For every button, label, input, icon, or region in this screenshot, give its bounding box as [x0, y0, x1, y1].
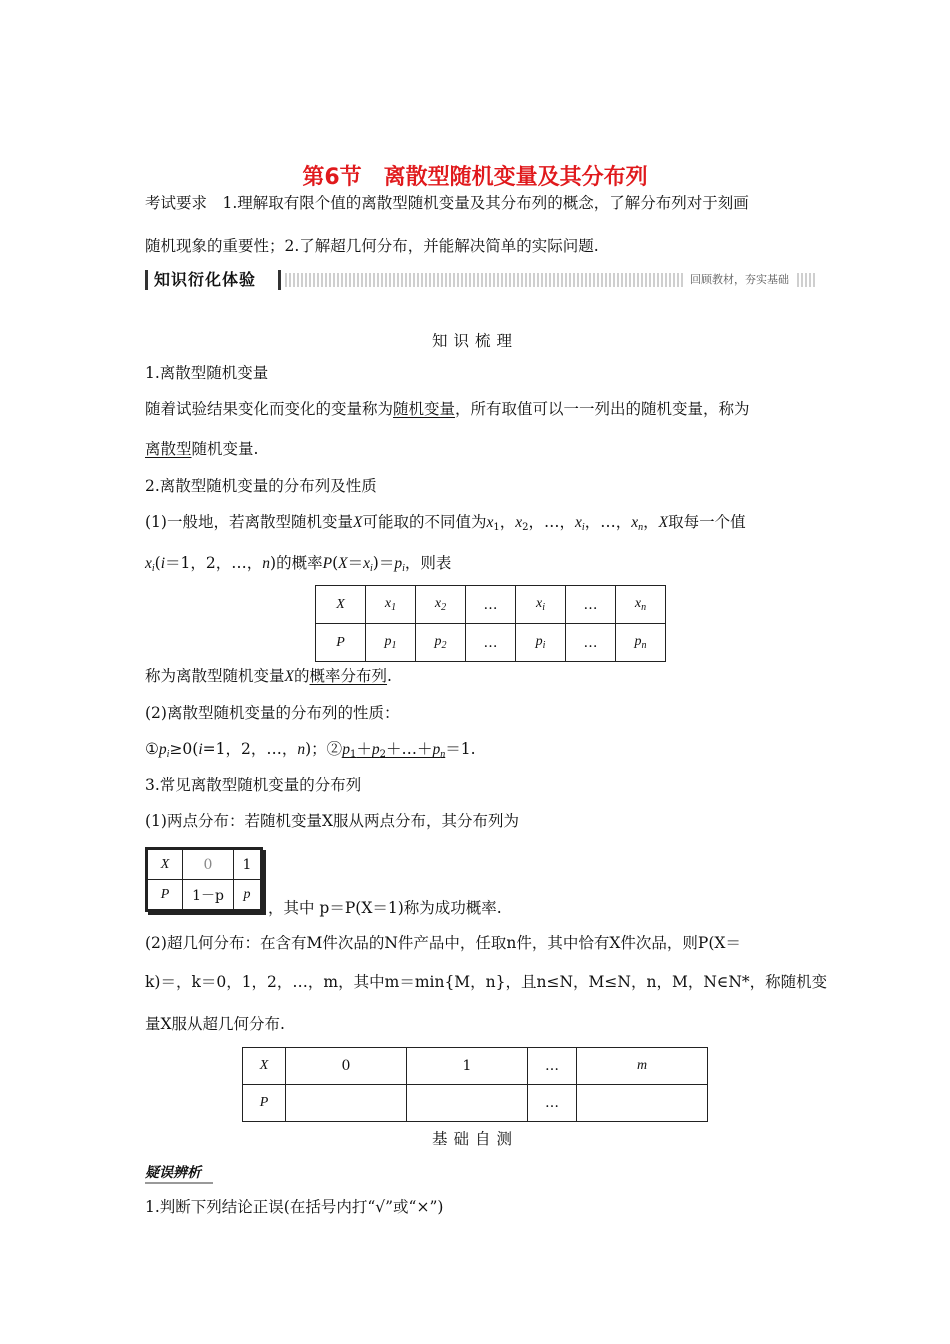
table-cell: m: [577, 1048, 708, 1085]
table-row: [316, 586, 666, 624]
table-row: [147, 849, 262, 880]
table-cell: $p_1$: [366, 624, 416, 662]
banner-note: 回顾教材，夯实基础: [684, 272, 795, 288]
s3-hyper-line-1: (2)超几何分布：在含有M件次品的N件产品中，任取n件，其中恰有X件次品，则P(X＝: [145, 934, 741, 952]
table-cell: [286, 1085, 407, 1122]
s2-def-line-1: (1)一般地，若离散型随机变量X可能取的不同值为$x_1$，$x_2$，…，$x_i$，…，$x_n$，X取每一个值: [145, 513, 746, 533]
error-analysis-label: 疑误辨析: [145, 1162, 213, 1184]
table-cell: P: [243, 1085, 286, 1122]
blank-random-variable: 随机变量: [393, 400, 456, 418]
table-cell: 1－p: [183, 880, 234, 911]
distribution-table: [315, 585, 666, 662]
table-cell: p: [234, 880, 262, 911]
table-cell: $x_1$: [366, 586, 416, 624]
s3-hyper-line-2: k)＝，k＝0，1，2，…，m，其中m＝min{M，n}，且n≤N，M≤N，n，M，N∈N*，称随机变: [145, 973, 828, 991]
s3-hyper-line-3: 量X服从超几何分布.: [145, 1015, 285, 1033]
s3-heading: 3.常见离散型随机变量的分布列: [145, 776, 362, 794]
blank-discrete: 离散型: [145, 440, 192, 458]
table-cell: P: [316, 624, 366, 662]
table-cell: 0: [286, 1048, 407, 1085]
requirement-line-1: 考试要求 1.理解取有限个值的离散型随机变量及其分布列的概念，了解分布列对于刻画: [145, 194, 749, 212]
page-title: 第6节 离散型随机变量及其分布列: [302, 165, 648, 190]
table-cell: …: [566, 624, 616, 662]
table-cell: X: [243, 1048, 286, 1085]
table-row: [243, 1085, 708, 1122]
table-cell: $x_2$: [416, 586, 466, 624]
table-cell: [407, 1085, 528, 1122]
table-cell: …: [528, 1048, 577, 1085]
two-point-table: [145, 847, 263, 912]
section-banner: [145, 270, 815, 290]
table-cell: $p_2$: [416, 624, 466, 662]
table-row: [243, 1048, 708, 1085]
table-row: [147, 880, 262, 911]
s2-property-line: $①p_i\ge 0(i=1$，2，…，n)；$②p_1+p_2+\dots+p_n=1$.: [145, 740, 476, 760]
question-1: 1.判断下列结论正误(在括号内打“√”或“×”): [145, 1198, 444, 1216]
table-cell: 0: [183, 849, 234, 880]
s2-property-heading: (2)离散型随机变量的分布列的性质：: [145, 704, 400, 722]
table-cell: …: [466, 586, 516, 624]
banner-label: 知识衍化体验: [145, 270, 281, 290]
section-heading-knowledge: 知识梳理: [431, 332, 518, 350]
table-cell: …: [566, 586, 616, 624]
table-cell: $p_n$: [616, 624, 666, 662]
s1-line-2: 离散型随机变量.: [145, 440, 259, 458]
table-row: [316, 624, 666, 662]
s2-after-table: 称为离散型随机变量X的概率分布列.: [145, 667, 392, 685]
table-cell: $p_i$: [516, 624, 566, 662]
s1-line-1: 随着试验结果变化而变化的变量称为随机变量，所有取值可以一一列出的随机变量，称为: [145, 400, 750, 418]
s2-heading: 2.离散型随机变量的分布列及性质: [145, 477, 377, 495]
table-cell: X: [316, 586, 366, 624]
table-cell: P: [147, 880, 183, 911]
table-cell: 1: [407, 1048, 528, 1085]
table-cell: X: [147, 849, 183, 880]
table-cell: [577, 1085, 708, 1122]
table-cell: …: [466, 624, 516, 662]
hypergeometric-table: [242, 1047, 708, 1122]
s3-two-point: (1)两点分布：若随机变量X服从两点分布，其分布列为: [145, 812, 519, 830]
s1-heading: 1.离散型随机变量: [145, 364, 269, 382]
blank-distribution: 概率分布列: [309, 667, 388, 685]
s2-def-line-2: $x_i(i=1$，2，…，n)的概率$P(X=x_i)=p_i$，则表: [145, 554, 452, 574]
section-heading-selftest: 基础自测: [431, 1130, 518, 1148]
requirement-line-2: 随机现象的重要性；2.了解超几何分布，并能解决简单的实际问题.: [145, 237, 599, 255]
s3-two-point-after: ，其中 p＝P(X＝1)称为成功概率.: [268, 899, 502, 917]
table-cell: …: [528, 1085, 577, 1122]
table-cell: $x_i$: [516, 586, 566, 624]
table-cell: $x_n$: [616, 586, 666, 624]
table-cell: 1: [234, 849, 262, 880]
